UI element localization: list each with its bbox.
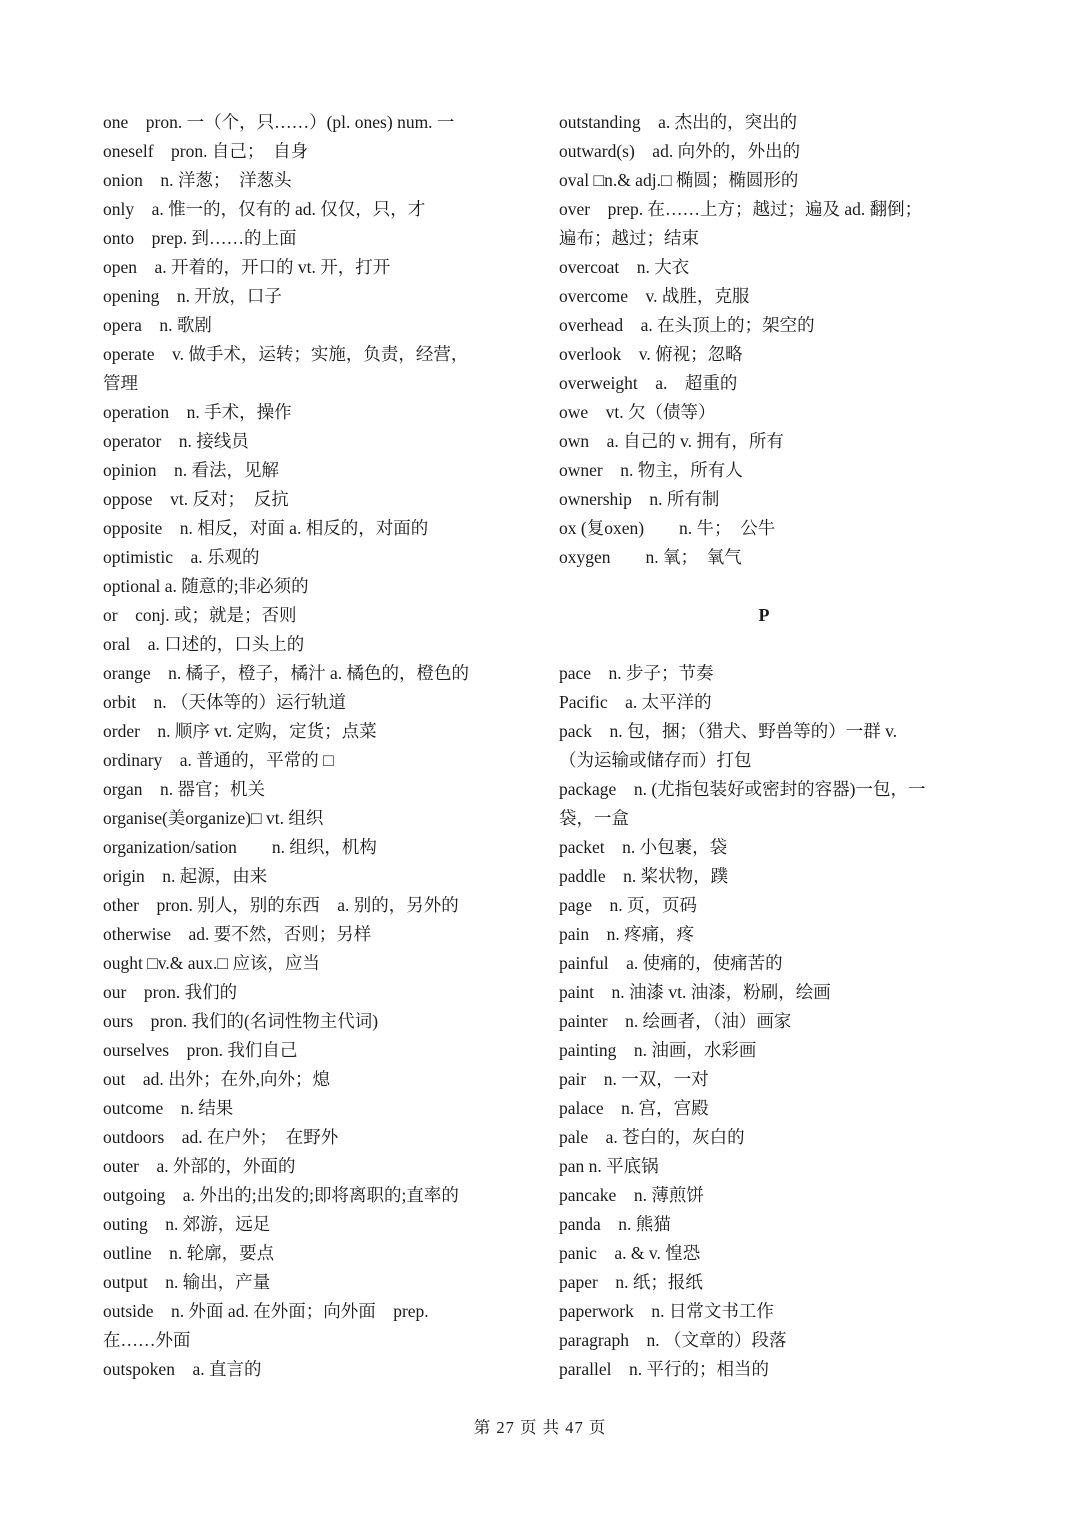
- right-column-p-entries: [559, 659, 969, 1384]
- dictionary-entry-line: otherwise ad. 要不然，否则；另样: [103, 924, 372, 944]
- dictionary-entry-line: optimistic a. 乐观的: [103, 547, 260, 567]
- dictionary-entry-line: overcome v. 战胜，克服: [559, 286, 750, 306]
- dictionary-entry-line: origin n. 起源，由来: [103, 866, 268, 886]
- dictionary-entry-line: our pron. 我们的: [103, 982, 238, 1002]
- dictionary-entry-line: panic a. & v. 惶恐: [559, 1243, 701, 1263]
- dictionary-entry-line: operation n. 手术，操作: [103, 402, 292, 422]
- dictionary-entry-line: oval □n.& adj.□ 椭圆；椭圆形的: [559, 170, 799, 190]
- dictionary-entry-line: opinion n. 看法，见解: [103, 460, 279, 480]
- dictionary-entry-line: output n. 输出，产量: [103, 1272, 271, 1292]
- dictionary-entry-line: organise(美organize)□ vt. 组织: [103, 808, 324, 828]
- dictionary-entry-line: paddle n. 桨状物，蹼: [559, 866, 729, 886]
- dictionary-entry-line: painting n. 油画，水彩画: [559, 1040, 757, 1060]
- dictionary-entry-line: ownership n. 所有制: [559, 489, 720, 509]
- dictionary-entry-line: outward(s) ad. 向外的，外出的: [559, 141, 801, 161]
- dictionary-entry-line: page n. 页，页码: [559, 895, 698, 915]
- dictionary-entry-line: package n. (尤指包装好或密封的容器)一包，一: [559, 779, 926, 799]
- dictionary-entry-line: outdoors ad. 在户外； 在野外: [103, 1127, 339, 1147]
- dictionary-entry-line: oppose vt. 反对； 反抗: [103, 489, 289, 509]
- dictionary-entry-line: pancake n. 薄煎饼: [559, 1185, 704, 1205]
- dictionary-entry-line: own a. 自己的 v. 拥有，所有: [559, 431, 784, 451]
- dictionary-entry-line: order n. 顺序 vt. 定购，定货；点菜: [103, 721, 377, 741]
- dictionary-entry-line: oneself pron. 自己； 自身: [103, 141, 309, 161]
- section-spacer: [559, 630, 969, 659]
- dictionary-entry-line: panda n. 熊猫: [559, 1214, 671, 1234]
- dictionary-entry-line: orange n. 橘子，橙子，橘汁 a. 橘色的，橙色的: [103, 663, 470, 683]
- dictionary-entry-line: organization/sation n. 组织，机构: [103, 837, 377, 857]
- dictionary-entry-line: outside n. 外面 ad. 在外面；向外面 prep.: [103, 1301, 429, 1321]
- dictionary-entry-line: overweight a. 超重的: [559, 373, 738, 393]
- dictionary-entry-line: outcome n. 结果: [103, 1098, 234, 1118]
- dictionary-entry-line: paper n. 纸；报纸: [559, 1272, 703, 1292]
- dictionary-entry-line: （为运输或储存而）打包: [559, 750, 752, 770]
- section-spacer: [559, 572, 969, 601]
- dictionary-entry-line: ours pron. 我们的(名词性物主代词): [103, 1011, 379, 1031]
- dictionary-entry-line: outspoken a. 直言的: [103, 1359, 262, 1379]
- dictionary-entry-line: 袋，一盒: [559, 808, 629, 828]
- dictionary-entry-line: one pron. 一（个，只……）(pl. ones) num. 一: [103, 112, 455, 132]
- left-column: [103, 108, 523, 1384]
- dictionary-entry-line: ox (复oxen) n. 牛； 公牛: [559, 518, 776, 538]
- dictionary-entry-line: or conj. 或；就是；否则: [103, 605, 297, 625]
- dictionary-entry-line: over prep. 在……上方；越过；遍及 ad. 翻倒；: [559, 199, 923, 219]
- dictionary-entry-line: pace n. 步子；节奏: [559, 663, 714, 683]
- dictionary-entry-line: 遍布；越过；结束: [559, 228, 699, 248]
- section-heading-p: P: [758, 605, 770, 625]
- dictionary-entry-line: opening n. 开放，口子: [103, 286, 282, 306]
- dictionary-entry-line: 在……外面: [103, 1330, 191, 1350]
- dictionary-entry-line: pair n. 一双，一对: [559, 1069, 709, 1089]
- dictionary-entry-line: oral a. 口述的，口头上的: [103, 634, 305, 654]
- dictionary-entry-line: out ad. 出外；在外,向外；熄: [103, 1069, 331, 1089]
- dictionary-entry-line: ourselves pron. 我们自己: [103, 1040, 298, 1060]
- dictionary-entry-line: onto prep. 到……的上面: [103, 228, 297, 248]
- page-footer: 第 27 页 共 47 页: [473, 1418, 607, 1437]
- dictionary-entry-line: pain n. 疼痛，疼: [559, 924, 695, 944]
- right-column-o-entries: [559, 108, 969, 572]
- dictionary-entry-line: painter n. 绘画者，（油）画家: [559, 1011, 792, 1031]
- dictionary-entry-line: only a. 惟一的，仅有的 ad. 仅仅，只，才: [103, 199, 426, 219]
- dictionary-entry-line: opposite n. 相反，对面 a. 相反的，对面的: [103, 518, 429, 538]
- dictionary-entry-line: pan n. 平底锅: [559, 1156, 659, 1176]
- dictionary-entry-line: ought □v.& aux.□ 应该，应当: [103, 953, 320, 973]
- dictionary-entry-line: painful a. 使痛的，使痛苦的: [559, 953, 783, 973]
- dictionary-entry-line: operate v. 做手术，运转；实施，负责，经营，: [103, 344, 469, 364]
- dictionary-entry-line: palace n. 宫，宫殿: [559, 1098, 709, 1118]
- dictionary-entry-line: other pron. 别人，别的东西 a. 别的，另外的: [103, 895, 459, 915]
- dictionary-entry-line: oxygen n. 氧； 氧气: [559, 547, 742, 567]
- dictionary-entry-line: Pacific a. 太平洋的: [559, 692, 712, 712]
- right-column: [559, 108, 969, 1384]
- dictionary-entry-line: parallel n. 平行的；相当的: [559, 1359, 769, 1379]
- dictionary-entry-line: paragraph n. （文章的）段落: [559, 1330, 787, 1350]
- dictionary-entry-line: pack n. 包，捆；（猎犬、野兽等的）一群 v.: [559, 721, 898, 741]
- dictionary-entry-line: 管理: [103, 373, 138, 393]
- dictionary-entry-line: outgoing a. 外出的;出发的;即将离职的;直率的: [103, 1185, 459, 1205]
- dictionary-entry-line: paint n. 油漆 vt. 油漆，粉刷，绘画: [559, 982, 831, 1002]
- dictionary-entry-line: organ n. 器官；机关: [103, 779, 266, 799]
- dictionary-entry-line: packet n. 小包裹，袋: [559, 837, 728, 857]
- dictionary-entry-line: owe vt. 欠（债等）: [559, 402, 716, 422]
- dictionary-entry-line: paperwork n. 日常文书工作: [559, 1301, 774, 1321]
- dictionary-entry-line: outline n. 轮廓，要点: [103, 1243, 275, 1263]
- dictionary-entry-line: opera n. 歌剧: [103, 315, 212, 335]
- dictionary-entry-line: outstanding a. 杰出的，突出的: [559, 112, 798, 132]
- dictionary-entry-line: ordinary a. 普通的，平常的 □: [103, 750, 334, 770]
- dictionary-entry-line: outing n. 郊游，远足: [103, 1214, 271, 1234]
- dictionary-entry-line: onion n. 洋葱； 洋葱头: [103, 170, 292, 190]
- dictionary-entry-line: outer a. 外部的，外面的: [103, 1156, 296, 1176]
- dictionary-entry-line: owner n. 物主，所有人: [559, 460, 743, 480]
- dictionary-entry-line: orbit n. （天体等的）运行轨道: [103, 692, 347, 712]
- dictionary-entry-line: overcoat n. 大衣: [559, 257, 690, 277]
- dictionary-entry-line: overlook v. 俯视；忽略: [559, 344, 743, 364]
- dictionary-entry-line: operator n. 接线员: [103, 431, 249, 451]
- dictionary-entry-line: open a. 开着的，开口的 vt. 开，打开: [103, 257, 391, 277]
- dictionary-entry-line: overhead a. 在头顶上的；架空的: [559, 315, 815, 335]
- dictionary-entry-line: pale a. 苍白的，灰白的: [559, 1127, 745, 1147]
- dictionary-entry-line: optional a. 随意的;非必须的: [103, 576, 309, 596]
